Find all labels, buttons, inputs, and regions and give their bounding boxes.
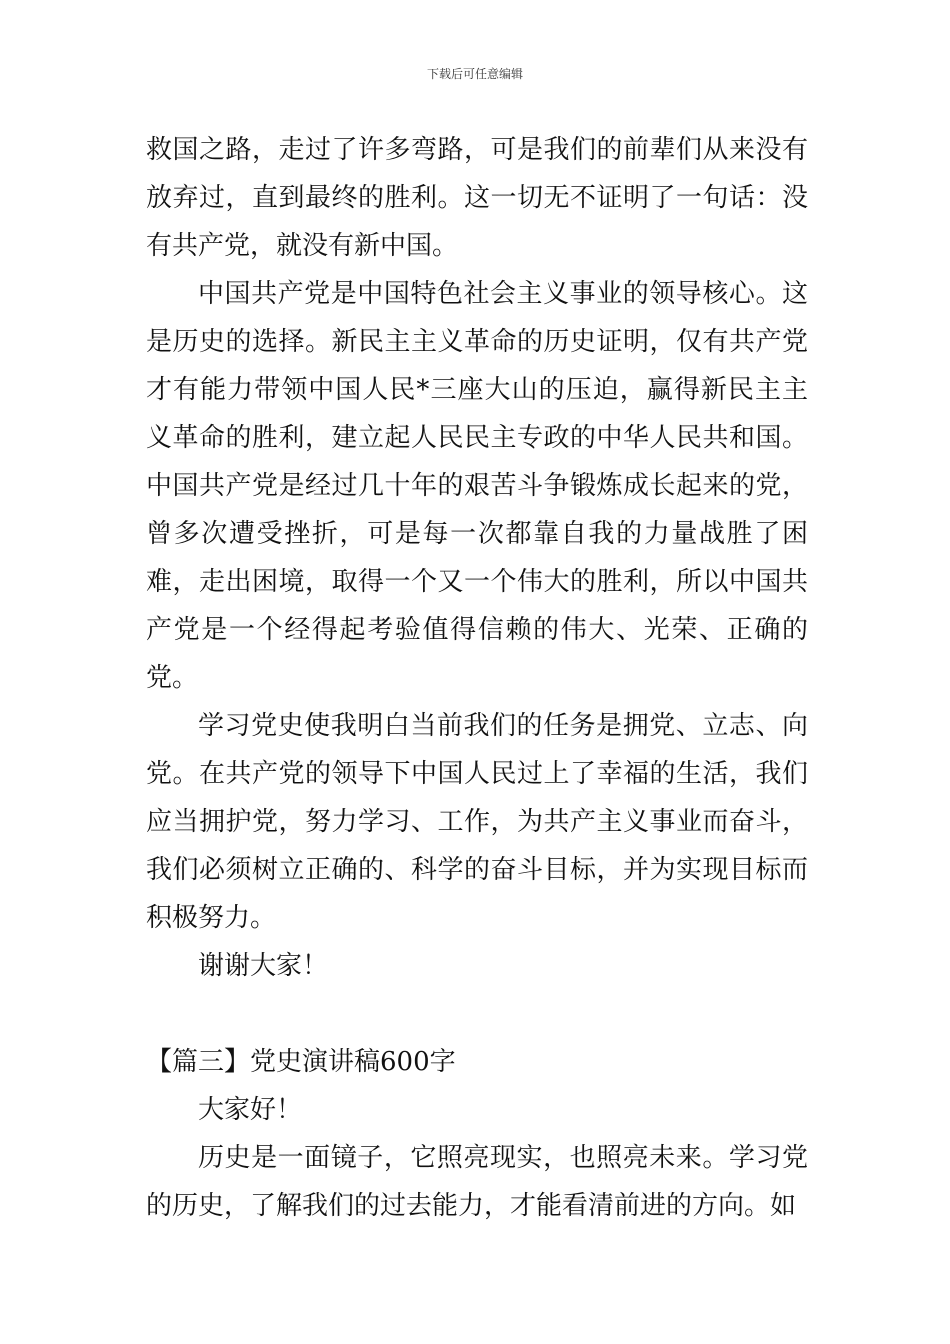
- page-header-note: 下载后可任意编辑: [426, 67, 523, 81]
- section-paragraph: 历史是一面镜子，它照亮现实，也照亮未来。学习党的历史，了解我们的过去能力，才能看清前进的方向。如: [146, 1143, 808, 1221]
- section-spacer: [146, 990, 808, 1038]
- paragraph-study-history: 学习党史使我明白当前我们的任务是拥党、立志、向党。在共产党的领导下中国人民过上了幸福的生活，我们应当拥护党，努力学习、工作，为共产主义事业而奋斗，我们必须树立正确的、科学的奋斗目标，并为实现目标而积极努力。: [146, 711, 808, 933]
- paragraph-thanks: 谢谢大家！: [198, 951, 329, 981]
- section-heading: 【篇三】党史演讲稿600字: [146, 1047, 456, 1077]
- paragraph-continuation: 救国之路，走过了许多弯路，可是我们的前辈们从来没有放弃过，直到最终的胜利。这一切无不证明了一句话：没有共产党，就没有新中国。: [146, 135, 808, 261]
- paragraph-party-core: 中国共产党是中国特色社会主义事业的领导核心。这是历史的选择。新民主主义革命的历史证明，仅有共产党才有能力带领中国人民*三座大山的压迫，赢得新民主主义革命的胜利，建立起人民民主专政的中华人民共和国。中国共产党是经过几十年的艰苦斗争锻炼成长起来的党，曾多次遭受挫折，可是每一次都靠自我的力量战胜了困难，走出困境，取得一个又一个伟大的胜利，所以中国共产党是一个经得起考验值得信赖的伟大、光荣、正确的党。: [146, 279, 808, 693]
- document-body: [146, 126, 808, 1230]
- section-greeting: 大家好！: [198, 1095, 303, 1125]
